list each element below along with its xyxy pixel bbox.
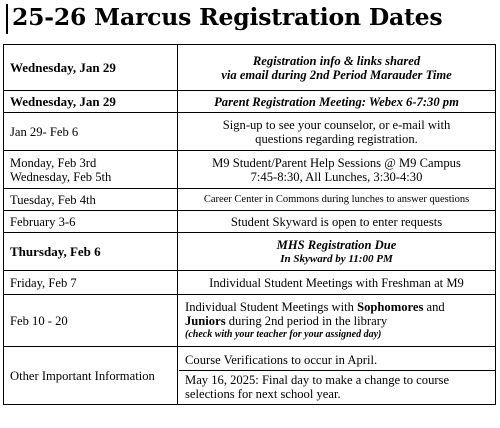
info-cell [178,295,496,347]
info-line: 7:45-8:30, All Lunches, 3:30-4:30 [250,169,423,184]
table-row [4,295,496,347]
info-subline: In Skyward by 11:00 PM [280,252,393,265]
table-row [4,271,496,295]
registration-table [3,44,496,405]
table-row [4,189,496,211]
date-cell: Other Important Information [4,347,178,405]
date-cell: February 3-6 [4,211,178,233]
info-cell [178,113,496,151]
table-row [4,211,496,233]
table-row [4,113,496,151]
table-row [4,347,496,405]
date-cell: Friday, Feb 7 [4,271,178,295]
page-title: 25-26 Marcus Registration Dates [12,3,443,31]
info-line: MHS Registration Due [276,237,397,252]
info-line: questions regarding registration. [255,131,418,146]
info-text: Individual Student Meetings with [185,299,358,314]
info-line: Course Verifications to occur in April. [185,352,378,367]
info-cell: Career Center in Commons during lunches to answer questions [178,189,496,211]
info-cell [178,45,496,91]
info-cell [178,151,496,189]
divider [179,370,495,371]
info-text: and [423,299,445,314]
info-line: Sign-up to see your counselor, or e-mail with [222,117,451,132]
info-emphasis: Juniors [185,313,226,328]
table-row [4,151,496,189]
info-note: (check with your teacher for your assigned day) [185,328,382,340]
date-cell: Jan 29- Feb 6 [4,113,178,151]
info-text: during 2nd period in the library [225,313,388,328]
date-cell: Tuesday, Feb 4th [4,189,178,211]
info-line: via email during 2nd Period Marauder Time [221,67,452,82]
table-row [4,91,496,113]
date-line: Monday, Feb 3rd [10,155,97,170]
info-line: May 16, 2025: Final day to make a change to course selections for next school year. [185,372,450,401]
info-cell [178,233,496,271]
info-line: M9 Student/Parent Help Sessions @ M9 Campus [212,155,461,170]
date-line: Wednesday, Feb 5th [10,169,112,184]
info-emphasis: Sophomores [357,299,424,314]
date-cell: Feb 10 - 20 [4,295,178,347]
table-row [4,45,496,91]
info-cell: Parent Registration Meeting: Webex 6-7:30 pm [178,91,496,113]
info-cell: Individual Student Meetings with Freshman at M9 [178,271,496,295]
info-line: Registration info & links shared [252,53,421,68]
table-row [4,233,496,271]
info-cell [178,347,496,405]
info-cell: Student Skyward is open to enter requests [178,211,496,233]
date-cell: Thursday, Feb 6 [4,233,178,271]
date-cell [4,151,178,189]
date-cell: Wednesday, Jan 29 [4,91,178,113]
text-cursor [6,4,8,34]
date-cell: Wednesday, Jan 29 [4,45,178,91]
